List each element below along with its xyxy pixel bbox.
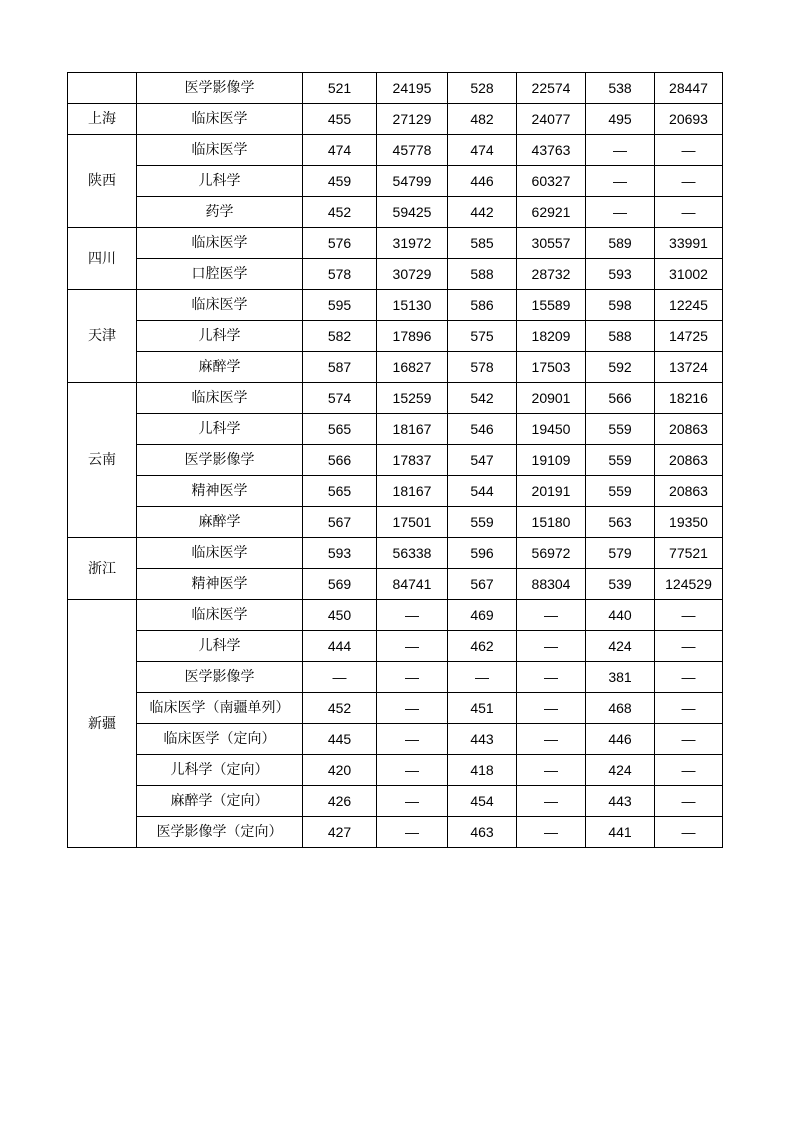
score-cell: —: [303, 662, 377, 693]
score-cell: 14725: [655, 321, 723, 352]
score-cell: 574: [303, 383, 377, 414]
score-cell: —: [586, 135, 655, 166]
table-row: [68, 290, 723, 321]
score-cell: —: [377, 662, 448, 693]
score-cell: 84741: [377, 569, 448, 600]
table-row: [68, 476, 723, 507]
score-cell: 459: [303, 166, 377, 197]
score-cell: —: [377, 724, 448, 755]
score-cell: 588: [586, 321, 655, 352]
score-cell: 579: [586, 538, 655, 569]
score-cell: 595: [303, 290, 377, 321]
major-cell: 麻醉学: [137, 352, 303, 383]
table-row: [68, 259, 723, 290]
table-row: [68, 569, 723, 600]
score-cell: 16827: [377, 352, 448, 383]
score-cell: 559: [448, 507, 517, 538]
score-cell: 565: [303, 476, 377, 507]
major-cell: 麻醉学（定向）: [137, 786, 303, 817]
score-cell: —: [517, 724, 586, 755]
score-cell: 559: [586, 476, 655, 507]
score-cell: —: [655, 600, 723, 631]
score-cell: —: [655, 693, 723, 724]
score-cell: 20863: [655, 414, 723, 445]
score-cell: 443: [448, 724, 517, 755]
score-cell: 567: [303, 507, 377, 538]
score-cell: 440: [586, 600, 655, 631]
score-cell: 15180: [517, 507, 586, 538]
table-row: [68, 538, 723, 569]
score-cell: 424: [586, 755, 655, 786]
score-cell: 521: [303, 73, 377, 104]
score-cell: 19350: [655, 507, 723, 538]
score-cell: 77521: [655, 538, 723, 569]
score-cell: 19109: [517, 445, 586, 476]
score-cell: 495: [586, 104, 655, 135]
table-row: [68, 104, 723, 135]
major-cell: 麻醉学: [137, 507, 303, 538]
table-row: [68, 321, 723, 352]
table-row: [68, 724, 723, 755]
score-cell: 482: [448, 104, 517, 135]
score-cell: —: [517, 817, 586, 848]
table-body: [68, 73, 723, 848]
score-cell: 424: [586, 631, 655, 662]
province-cell: 四川: [68, 228, 137, 290]
score-cell: 593: [586, 259, 655, 290]
score-cell: —: [517, 662, 586, 693]
score-cell: —: [517, 631, 586, 662]
score-cell: —: [517, 693, 586, 724]
score-cell: 455: [303, 104, 377, 135]
score-cell: 18167: [377, 414, 448, 445]
score-cell: 426: [303, 786, 377, 817]
score-cell: 528: [448, 73, 517, 104]
table-row: [68, 631, 723, 662]
score-cell: 544: [448, 476, 517, 507]
score-cell: —: [517, 786, 586, 817]
score-cell: 469: [448, 600, 517, 631]
score-cell: 446: [448, 166, 517, 197]
score-cell: —: [655, 197, 723, 228]
score-cell: 565: [303, 414, 377, 445]
score-cell: 547: [448, 445, 517, 476]
score-cell: —: [377, 600, 448, 631]
score-cell: 17896: [377, 321, 448, 352]
score-cell: 582: [303, 321, 377, 352]
province-cell: 陕西: [68, 135, 137, 228]
admission-score-table: [67, 72, 723, 848]
score-cell: 15130: [377, 290, 448, 321]
score-cell: 56338: [377, 538, 448, 569]
score-cell: —: [517, 600, 586, 631]
score-cell: 596: [448, 538, 517, 569]
score-cell: 20901: [517, 383, 586, 414]
major-cell: 口腔医学: [137, 259, 303, 290]
score-cell: 20863: [655, 476, 723, 507]
score-cell: —: [655, 724, 723, 755]
score-cell: 12245: [655, 290, 723, 321]
major-cell: 精神医学: [137, 476, 303, 507]
score-cell: 462: [448, 631, 517, 662]
score-cell: 22574: [517, 73, 586, 104]
score-cell: 17501: [377, 507, 448, 538]
score-cell: 563: [586, 507, 655, 538]
score-cell: 569: [303, 569, 377, 600]
score-cell: 418: [448, 755, 517, 786]
major-cell: 临床医学: [137, 104, 303, 135]
score-cell: 31972: [377, 228, 448, 259]
score-cell: —: [655, 135, 723, 166]
score-cell: —: [517, 755, 586, 786]
score-cell: —: [586, 166, 655, 197]
province-cell: 浙江: [68, 538, 137, 600]
score-cell: 62921: [517, 197, 586, 228]
table-row: [68, 414, 723, 445]
table-row: [68, 662, 723, 693]
score-cell: 446: [586, 724, 655, 755]
score-cell: —: [655, 755, 723, 786]
score-cell: 17503: [517, 352, 586, 383]
score-cell: —: [655, 631, 723, 662]
province-cell: 天津: [68, 290, 137, 383]
table-row: [68, 383, 723, 414]
score-cell: —: [377, 755, 448, 786]
score-cell: 559: [586, 445, 655, 476]
score-cell: —: [655, 662, 723, 693]
score-cell: 578: [448, 352, 517, 383]
score-cell: 452: [303, 197, 377, 228]
score-cell: 20693: [655, 104, 723, 135]
score-cell: 20863: [655, 445, 723, 476]
score-cell: 589: [586, 228, 655, 259]
major-cell: 精神医学: [137, 569, 303, 600]
major-cell: 临床医学: [137, 600, 303, 631]
major-cell: 临床医学: [137, 228, 303, 259]
score-cell: 441: [586, 817, 655, 848]
major-cell: 临床医学: [137, 135, 303, 166]
score-cell: 538: [586, 73, 655, 104]
score-cell: 559: [586, 414, 655, 445]
score-cell: 454: [448, 786, 517, 817]
score-cell: 60327: [517, 166, 586, 197]
score-cell: 592: [586, 352, 655, 383]
score-cell: 586: [448, 290, 517, 321]
score-cell: 28447: [655, 73, 723, 104]
score-cell: 18209: [517, 321, 586, 352]
score-cell: 546: [448, 414, 517, 445]
score-cell: 33991: [655, 228, 723, 259]
score-cell: 575: [448, 321, 517, 352]
score-cell: 56972: [517, 538, 586, 569]
score-cell: 88304: [517, 569, 586, 600]
province-cell: 上海: [68, 104, 137, 135]
table-row: [68, 228, 723, 259]
score-cell: —: [655, 786, 723, 817]
score-cell: 15589: [517, 290, 586, 321]
score-cell: 27129: [377, 104, 448, 135]
score-cell: 444: [303, 631, 377, 662]
major-cell: 儿科学: [137, 631, 303, 662]
score-cell: 427: [303, 817, 377, 848]
table-row: [68, 786, 723, 817]
score-cell: 474: [448, 135, 517, 166]
table-row: [68, 73, 723, 104]
score-cell: 381: [586, 662, 655, 693]
score-cell: 124529: [655, 569, 723, 600]
major-cell: 儿科学: [137, 321, 303, 352]
table-row: [68, 352, 723, 383]
major-cell: 医学影像学: [137, 73, 303, 104]
score-cell: 442: [448, 197, 517, 228]
score-cell: —: [586, 197, 655, 228]
score-cell: —: [448, 662, 517, 693]
score-cell: 468: [586, 693, 655, 724]
score-cell: —: [377, 693, 448, 724]
score-cell: 30729: [377, 259, 448, 290]
table-row: [68, 693, 723, 724]
score-cell: 567: [448, 569, 517, 600]
score-cell: 566: [303, 445, 377, 476]
score-cell: 28732: [517, 259, 586, 290]
score-cell: 463: [448, 817, 517, 848]
score-cell: 59425: [377, 197, 448, 228]
score-cell: 13724: [655, 352, 723, 383]
score-cell: 593: [303, 538, 377, 569]
score-cell: —: [377, 786, 448, 817]
table-row: [68, 197, 723, 228]
major-cell: 医学影像学: [137, 662, 303, 693]
score-cell: —: [655, 817, 723, 848]
score-cell: 588: [448, 259, 517, 290]
table-row: [68, 600, 723, 631]
major-cell: 医学影像学（定向）: [137, 817, 303, 848]
major-cell: 临床医学: [137, 290, 303, 321]
major-cell: 临床医学: [137, 538, 303, 569]
score-cell: 43763: [517, 135, 586, 166]
province-cell: [68, 73, 137, 104]
major-cell: 临床医学（定向）: [137, 724, 303, 755]
table-row: [68, 755, 723, 786]
score-cell: 30557: [517, 228, 586, 259]
score-cell: 450: [303, 600, 377, 631]
major-cell: 儿科学（定向）: [137, 755, 303, 786]
score-cell: 587: [303, 352, 377, 383]
table-row: [68, 445, 723, 476]
major-cell: 儿科学: [137, 166, 303, 197]
score-cell: —: [377, 817, 448, 848]
score-cell: 19450: [517, 414, 586, 445]
score-cell: 445: [303, 724, 377, 755]
score-cell: 539: [586, 569, 655, 600]
table-row: [68, 507, 723, 538]
major-cell: 临床医学: [137, 383, 303, 414]
table-row: [68, 135, 723, 166]
score-cell: —: [377, 631, 448, 662]
score-cell: 18216: [655, 383, 723, 414]
score-cell: 54799: [377, 166, 448, 197]
province-cell: 云南: [68, 383, 137, 538]
score-cell: 542: [448, 383, 517, 414]
score-cell: 15259: [377, 383, 448, 414]
score-cell: 24195: [377, 73, 448, 104]
table-row: [68, 166, 723, 197]
score-cell: —: [655, 166, 723, 197]
score-cell: 452: [303, 693, 377, 724]
score-cell: 443: [586, 786, 655, 817]
score-cell: 420: [303, 755, 377, 786]
score-cell: 474: [303, 135, 377, 166]
province-cell: 新疆: [68, 600, 137, 848]
score-cell: 576: [303, 228, 377, 259]
score-cell: 17837: [377, 445, 448, 476]
score-cell: 451: [448, 693, 517, 724]
score-cell: 18167: [377, 476, 448, 507]
score-cell: 20191: [517, 476, 586, 507]
major-cell: 儿科学: [137, 414, 303, 445]
score-cell: 45778: [377, 135, 448, 166]
score-cell: 31002: [655, 259, 723, 290]
major-cell: 医学影像学: [137, 445, 303, 476]
table-row: [68, 817, 723, 848]
score-cell: 585: [448, 228, 517, 259]
score-cell: 598: [586, 290, 655, 321]
score-cell: 566: [586, 383, 655, 414]
score-cell: 578: [303, 259, 377, 290]
major-cell: 药学: [137, 197, 303, 228]
major-cell: 临床医学（南疆单列）: [137, 693, 303, 724]
score-cell: 24077: [517, 104, 586, 135]
